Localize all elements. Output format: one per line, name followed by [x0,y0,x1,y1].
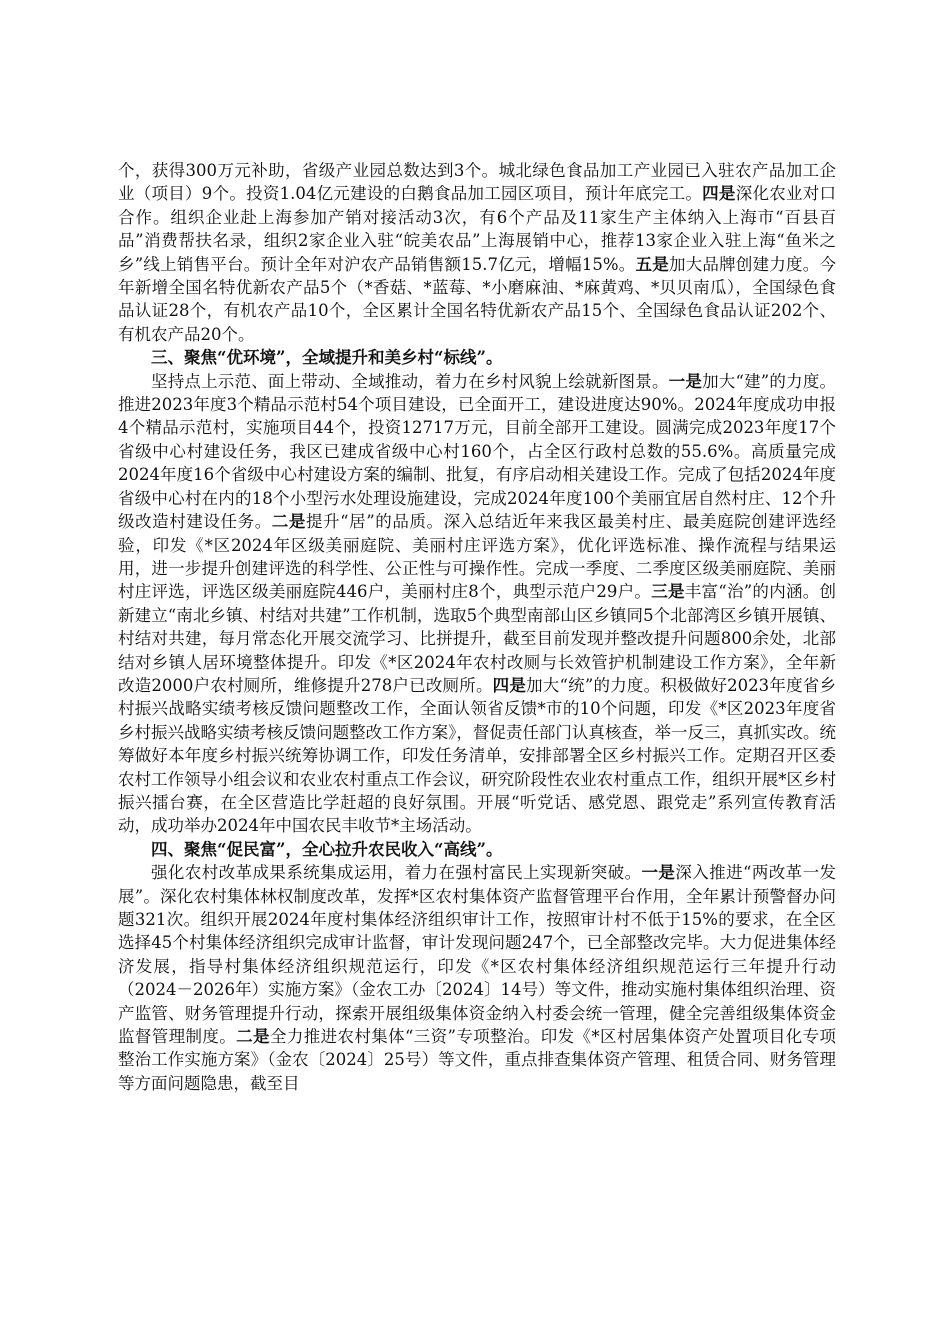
paragraph-text: 坚持点上示范、面上带动、全域推动，着力在乡村风貌上绘就新图景。 [151,371,669,391]
paragraph-text: 全力推进农村集体“三资”专项整治。印发《*区村居集体资产处置项目化专项整治工作实施方案》（金农〔2024〕25号）等文件，重点排查集体资产管理、租赁合同、财务管理等方面问题隐患，截至目 [118,1027,837,1093]
paragraph-income [118,861,836,1095]
section-heading-3: 三、聚焦“优环境”，全域提升和美乡村“标线”。 [151,348,503,368]
paragraph-text: 加大“建”的力度。推进2023年度3个精品示范村54个项目建设，已全面开工，建设进度达90%。2024年度成功申报4个精品示范村，实施项目44个，投资12717万元，目前全部开工建设。圆满完成2023年度17个省级中心村建设任务，我区已建成省级中心村160个，占全区行政村总数的55.6%。高质量完成2024年度16个省级中心村建设方案的编制、批复，有序启动相关建设工作。完成了包括2024年度省级中心村在内的18个小型污水处理设施建设，完成2024年度100个美丽宜居自然村庄、12个升级改造村建设任务。 [118,371,837,532]
bold-marker: 一是 [641,863,676,883]
paragraph-text: 丰富“治”的内涵。创新建立“南北乡镇、村结对共建”工作机制，选取5个典型南部山区乡镇同5个北部湾区乡镇开展镇、村结对共建，每月常态化开展交流学习、比拼提升，截至目前发现并整改提升问题800余处，北部结对乡镇人居环境整体提升。印发《*区2024年农村改厕与长效管护机制建设工作方案》，全年新改造2000户农村厕所，维修提升278户已改厕所。 [118,582,836,695]
paragraph-text: 加大“统”的力度。积极做好2023年度省乡村振兴战略实绩考核反馈问题整改工作，全面认领省反馈*市的10个问题，印发《*区2023年度省乡村振兴战略实绩考核反馈问题整改工作方案》，督促责任部门认真核查，举一反三，真抓实改。统筹做好本年度乡村振兴统筹协调工作，印发任务清单，安排部署全区乡村振兴工作。定期召开区委农村工作领导小组会议和农业农村重点工作会议，研究阶段性农业农村重点工作，组织开展*区乡村振兴擂台赛，在全区营造比学赶超的良好氛围。开展“听党话、感党恩、跟党走”系列宣传教育活动，成功举办2024年中国农民丰收节*主场活动。 [118,675,836,836]
bold-marker: 三是 [651,582,685,602]
paragraph-text: 深入推进“两改革一发展”。深化农村集体林权制度改革，发挥*区农村集体资产监督管理平台作用，全年累计预警督办问题321次。组织开展2024年度村集体经济组织审计工作，按照审计村不低于15%的要求，在全区选择45个村集体经济组织完成审计监督，审计发现问题247个，已全部整改完毕。大力促进集体经济发展，指导村集体经济组织规范运行，印发《*区农村集体经济组织规范运行三年提升行动（2024－2026年）实施方案》（金农工办〔2024〕14号）等文件，推动实施村集体组织治理、资产监管、财务管理提升行动，探索开展组级集体资金纳入村委会统一管理，健全完善组级集体资金监督管理制度。 [118,863,837,1047]
bold-marker: 五是 [635,254,669,274]
section-heading-4: 四、聚焦“促民富”，全心拉升农民收入“高线”。 [151,839,503,859]
paragraph-text: 个，获得300万元补助，省级产业园总数达到3个。城北绿色食品加工产业园已入驻农产品加工企业（项目）9个。投资1.04亿元建设的白鹅食品加工园区项目，预计年底完工。 [118,161,836,204]
bold-marker: 四是 [492,675,527,695]
paragraph-text: 加大品牌创建力度。今年新增全国名特优新农产品5个（*香菇、*蓝莓、*小磨麻油、*麻黄鸡、*贝贝南瓜），全国绿色食品认证28个，有机农产品10个，全区累计全国名特优新农产品15个、全国绿色食品认证202个、有机农产品20个。 [118,254,837,344]
paragraph-text: 强化农村改革成果系统集成运用，着力在强村富民上实现新突破。 [151,863,642,883]
paragraph-environment [118,370,836,838]
bold-marker: 二是 [236,1027,270,1047]
bold-marker: 一是 [668,371,703,391]
paragraph-industry [118,159,836,346]
document-body [118,159,836,1095]
paragraph-text: 提升“居”的品质。深入总结近年来我区最美村庄、最美庭院创建评选经验，印发《*区2024年区级美丽庭院、美丽村庄评选方案》，优化评选标准、操作流程与结果运用，进一步提升创建评选的科学性、公正性与可操作性。完成一季度、二季度区级美丽庭院、美丽村庄评选，评选区级美丽庭院446户，美丽村庄8个，典型示范户29户。 [118,512,837,602]
bold-marker: 四是 [702,184,736,204]
bold-marker: 二是 [271,512,306,532]
paragraph-text: 深化农业对口合作。组织企业赴上海参加产销对接活动3次，有6个产品及11家生产主体纳入上海市“百县百品”消费帮扶名录，组织2家企业入驻“皖美农品”上海展销中心，推荐13家企业入驻上海“鱼米之乡”线上销售平台。预计全年对沪农产品销售额15.7亿元，增幅15%。 [118,184,836,274]
